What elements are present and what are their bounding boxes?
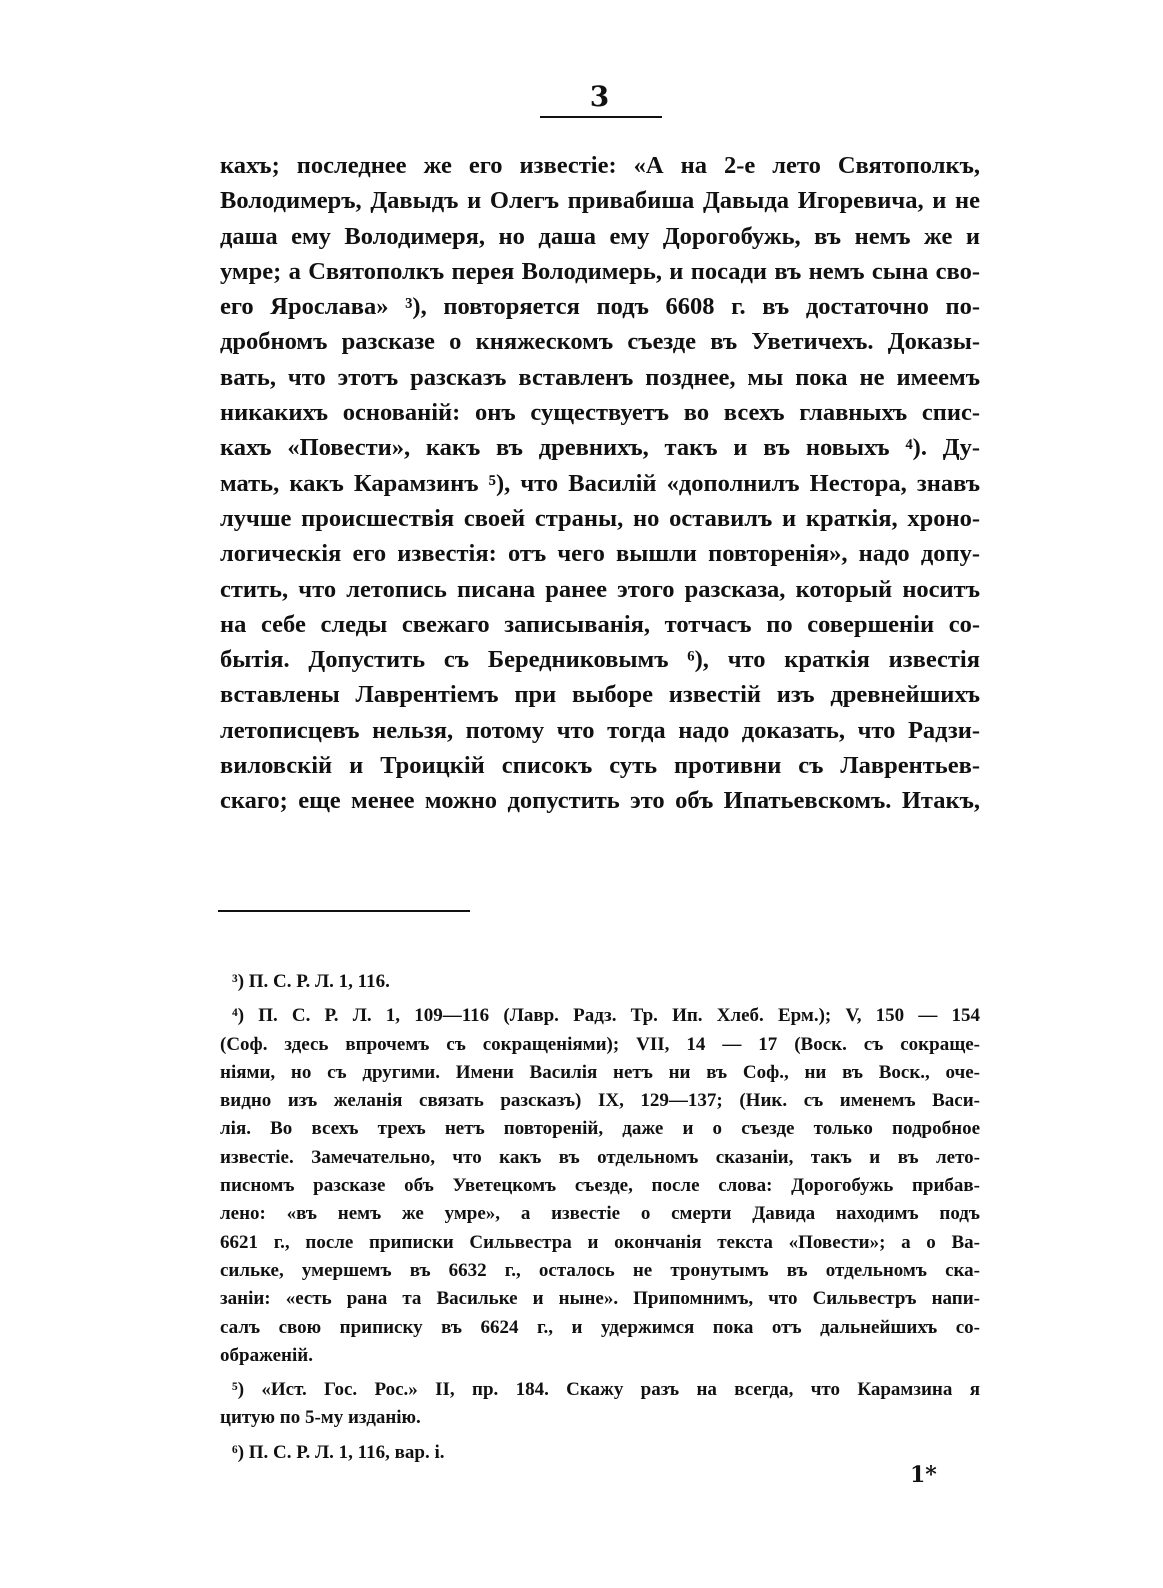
signature-mark: 1* <box>910 1462 937 1488</box>
page-number: 3 <box>589 80 611 113</box>
footnote-line: 6621 г., после приписки Сильвестра и окончанія текста «Повести»; а о Ва- <box>220 1231 980 1253</box>
footnote-line: ³) П. С. Р. Л. 1, 116. <box>232 971 390 992</box>
footnote-6 <box>220 1439 980 1467</box>
text-line: мать, какъ Карамзинъ ⁵), что Василій «дополнилъ Нестора, знавъ <box>220 469 980 497</box>
text-line: кахъ «Повести», какъ въ древнихъ, такъ и въ новыхъ ⁴). Ду- <box>220 434 980 462</box>
footnote-line: ніями, но съ другими. Имени Василія нетъ ни въ Соф., ни въ Воск., оче- <box>220 1061 980 1083</box>
text-line: кахъ; последнее же его известіе: «А на 2-е лето Святополкъ, <box>220 152 980 179</box>
text-line: никакихъ основаній: онъ существуетъ во всехъ главныхъ спис- <box>220 399 980 427</box>
footnote-3 <box>220 968 980 996</box>
text-line: на себе следы свежаго записыванія, тотчасъ по совершеніи со- <box>220 610 980 638</box>
footnote-line: салъ свою приписку въ 6624 г., и удержимся пока отъ дальнейшихъ со- <box>220 1316 980 1338</box>
text-line: Володимеръ, Давыдъ и Олегъ привабиша Давыда Игоревича, и не <box>220 187 980 215</box>
text-line: бытія. Допустить съ Бередниковымъ ⁶), что краткія известія <box>220 646 980 674</box>
text-line: вать, что этотъ разсказъ вставленъ позднее, мы пока не имеемъ <box>220 363 980 391</box>
footnote-line: ⁴) П. С. Р. Л. 1, 109—116 (Лавр. Радз. Тр. Ип. Хлеб. Ерм.); V, 150 — 154 <box>232 1005 980 1027</box>
footnote-line: известіе. Замечательно, что какъ въ отдельномъ сказаніи, такъ и въ лето- <box>220 1146 980 1168</box>
footnote-4 <box>220 1002 980 1370</box>
text-line: скаго; еще менее можно допустить это объ Ипатьевскомъ. Итакъ, <box>220 787 980 815</box>
footnote-5 <box>220 1376 980 1433</box>
footnote-line: сильке, умершемъ въ 6632 г., осталось не тронутымъ въ отдельномъ ска- <box>220 1259 980 1281</box>
text-line: стить, что летопись писана ранее этого разсказа, который носитъ <box>220 575 980 603</box>
footnote-line: (Соф. здесь впрочемъ съ сокращеніями); VII, 14 — 17 (Воск. съ сокраще- <box>220 1033 980 1055</box>
footnote-line: цитую по 5-му изданію. <box>220 1407 421 1429</box>
footnote-line: лія. Во всехъ трехъ нетъ повтореній, даже и о съезде только подробное <box>220 1118 980 1140</box>
text-line: лучше происшествія своей страны, но оставилъ и краткія, хроно- <box>220 504 980 532</box>
footnote-line: ⁵) «Ист. Гос. Рос.» II, пр. 184. Скажу разъ на всегда, что Карамзина я <box>232 1379 980 1401</box>
text-line: логическія его известія: отъ чего вышли повторенія», надо допу- <box>220 540 980 568</box>
text-line: его Ярослава» ³), повторяется подъ 6608 г. въ достаточно по- <box>220 293 980 321</box>
text-line: даша ему Володимеря, но даша ему Дорогобужь, въ немъ же и <box>220 222 980 250</box>
footnote-line: видно изъ желанія связать разсказъ) IX, 129—137; (Ник. съ именемъ Васи- <box>220 1090 980 1112</box>
text-line: летописцевъ нельзя, потому что тогда надо доказать, что Радзи- <box>220 716 980 744</box>
footnote-line: лено: «въ немъ же умре», а известіе о смерти Давида находимъ подъ <box>220 1203 980 1225</box>
footnote-line: ображеній. <box>220 1344 313 1366</box>
footnotes <box>220 968 980 1473</box>
text-line: дробномъ разсказе о княжескомъ съезде въ Уветичехъ. Доказы- <box>220 328 980 356</box>
main-text <box>220 148 980 819</box>
footnote-rule <box>218 910 470 912</box>
text-line: умре; а Святополкъ перея Володимерь, и посади въ немъ сына сво- <box>220 257 980 285</box>
footnote-line: писномъ разсказе объ Уветецкомъ съезде, после слова: Дорогобужь прибав- <box>220 1175 980 1197</box>
footnote-line: ⁶) П. С. Р. Л. 1, 116, вар. i. <box>232 1441 445 1463</box>
footnote-line: заніи: «есть рана та Васильке и ныне». Припомнимъ, что Сильвестръ напи- <box>220 1288 980 1310</box>
text-line: вставлены Лаврентіемъ при выборе известій изъ древнейшихъ <box>220 681 980 709</box>
text-line: виловскій и Троицкій списокъ суть противни съ Лаврентьев- <box>220 752 980 780</box>
header-rule <box>540 116 662 118</box>
